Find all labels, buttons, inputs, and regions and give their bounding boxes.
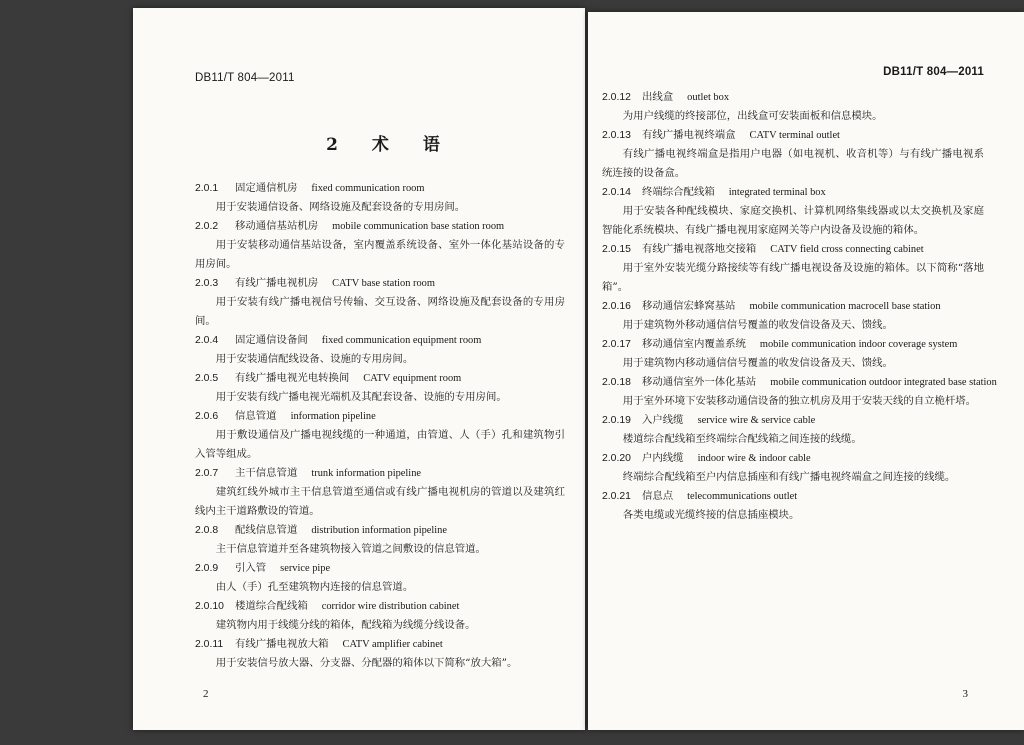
term-chinese: 有线广播电视光电转换间 (235, 372, 350, 384)
term-entry (195, 369, 565, 407)
term-definition: 用于安装有线广播电视信号传输、交互设备、网络设施及配套设备的专用房间。 (195, 296, 565, 327)
term-heading (195, 635, 565, 654)
term-chinese: 楼道综合配线箱 (235, 600, 308, 612)
term-number: 2.0.3 (195, 278, 219, 289)
term-heading (195, 407, 565, 426)
term-chinese: 信息管道 (235, 410, 277, 422)
term-english: service pipe (280, 563, 331, 574)
term-chinese: 引入管 (235, 562, 267, 574)
term-chinese: 移动通信室外一体化基站 (642, 376, 757, 388)
term-definition: 用于室外安装光缆分路接续等有线广播电视设备及设施的箱体。以下简称“落地箱”。 (602, 262, 984, 293)
term-entry (195, 331, 565, 369)
term-heading (602, 240, 984, 259)
term-definition: 各类电缆或光缆终接的信息插座模块。 (622, 509, 800, 521)
term-chinese: 入户线缆 (642, 414, 684, 426)
page-header: DB11/T 804—2011 (883, 66, 984, 78)
term-english: distribution information pipeline (311, 525, 447, 536)
term-entry (602, 411, 984, 449)
page-header: DB11/T 804—2011 (195, 72, 295, 84)
term-definition: 用于室外环境下安装移动通信设备的独立机房及用于安装天线的自立桅杆塔。 (622, 395, 977, 407)
term-number: 2.0.6 (195, 411, 219, 422)
term-english: information pipeline (290, 411, 376, 422)
term-heading (602, 335, 984, 354)
term-number: 2.0.20 (602, 453, 631, 464)
term-english: mobile communication macrocell base station (749, 301, 941, 312)
term-entry (195, 635, 565, 673)
term-number: 2.0.1 (195, 183, 219, 194)
term-entry (195, 559, 565, 597)
term-chinese: 终端综合配线箱 (642, 186, 715, 198)
term-english: CATV amplifier cabinet (342, 639, 443, 650)
term-number: 2.0.13 (602, 130, 631, 141)
term-chinese: 有线广播电视终端盒 (642, 129, 736, 141)
term-definition: 用于安装通信设备、网络设施及配套设备的专用房间。 (215, 201, 466, 213)
term-english: outlet box (687, 92, 730, 103)
term-english: mobile communication indoor coverage system (759, 339, 958, 350)
term-heading (195, 179, 565, 198)
page-number: 3 (962, 688, 968, 700)
term-entry (602, 373, 997, 411)
right-page (588, 12, 1024, 730)
term-english: integrated terminal box (728, 187, 826, 198)
term-number: 2.0.7 (195, 468, 219, 479)
term-definition: 建筑物内用于线缆分线的箱体，配线箱为线缆分线设备。 (215, 619, 476, 631)
term-heading (602, 487, 984, 506)
term-entry (195, 274, 565, 331)
term-definition: 为用户线缆的终接部位，出线盒可安装面板和信息模块。 (622, 110, 883, 122)
term-definition: 楼道综合配线箱至终端综合配线箱之间连接的线缆。 (622, 433, 862, 445)
term-list (602, 88, 997, 525)
term-english: mobile communication outdoor integrated base station (770, 377, 997, 388)
term-entry (195, 464, 565, 521)
term-definition: 用于安装移动通信基站设备，室内覆盖系统设备、室外一体化基站设备的专用房间。 (195, 239, 565, 270)
term-chinese: 户内线缆 (642, 452, 684, 464)
term-number: 2.0.9 (195, 563, 219, 574)
term-chinese: 有线广播电视机房 (235, 277, 319, 289)
term-definition: 有线广播电视终端盒是指用户电器（如电视机、收音机等）与有线广播电视系统连接的设备盒。 (602, 148, 984, 179)
term-english: mobile communication base station room (332, 221, 505, 232)
term-entry (602, 487, 984, 525)
term-heading (602, 126, 984, 145)
term-definition: 终端综合配线箱至户内信息插座和有线广播电视终端盒之间连接的线缆。 (622, 471, 956, 483)
term-entry (602, 335, 984, 373)
left-page (133, 8, 585, 730)
term-definition: 用于建筑物内移动通信信号覆盖的收发信设备及天、馈线。 (622, 357, 893, 369)
term-chinese: 信息点 (642, 490, 674, 502)
term-chinese: 移动通信宏蜂窝基站 (642, 300, 736, 312)
term-list (195, 179, 565, 673)
term-heading (602, 88, 984, 107)
term-entry (602, 240, 984, 297)
term-definition: 用于安装有线广播电视光端机及其配套设备、设施的专用房间。 (215, 391, 507, 403)
term-heading (195, 521, 565, 540)
term-number: 2.0.14 (602, 187, 631, 198)
term-chinese: 有线广播电视落地交接箱 (642, 243, 757, 255)
term-definition: 主干信息管道并至各建筑物接入管道之间敷设的信息管道。 (215, 543, 486, 555)
term-entry (195, 217, 565, 274)
term-definition: 用于安装通信配线设备、设施的专用房间。 (215, 353, 414, 365)
term-english: fixed communication equipment room (321, 335, 482, 346)
term-chinese: 有线广播电视放大箱 (235, 638, 329, 650)
term-entry (195, 597, 565, 635)
term-heading (195, 217, 565, 236)
term-number: 2.0.18 (602, 377, 631, 388)
term-heading (195, 331, 565, 350)
term-heading (195, 559, 565, 578)
term-definition: 建筑红线外城市主干信息管道至通信或有线广播电视机房的管道以及建筑红线内主干道路敷设的管道。 (195, 486, 565, 517)
term-number: 2.0.17 (602, 339, 631, 350)
term-number: 2.0.19 (602, 415, 631, 426)
term-english: CATV equipment room (363, 373, 462, 384)
term-entry (195, 407, 565, 464)
term-number: 2.0.4 (195, 335, 219, 346)
term-entry (602, 183, 984, 240)
term-number: 2.0.15 (602, 244, 631, 255)
term-english: telecommunications outlet (687, 491, 798, 502)
term-heading (602, 411, 984, 430)
term-english: CATV field cross connecting cabinet (770, 244, 924, 255)
term-heading (195, 464, 565, 483)
term-chinese: 移动通信基站机房 (235, 220, 319, 232)
term-heading (195, 369, 565, 388)
term-number: 2.0.21 (602, 491, 631, 502)
term-chinese: 固定通信机房 (235, 182, 298, 194)
term-heading (602, 297, 984, 316)
term-english: service wire & service cable (697, 415, 816, 426)
term-definition: 用于安装信号放大器、分支器、分配器的箱体以下简称“放大箱”。 (215, 657, 518, 669)
term-english: CATV terminal outlet (749, 130, 840, 141)
term-chinese: 出线盒 (642, 91, 674, 103)
term-number: 2.0.8 (195, 525, 219, 536)
page-number: 2 (203, 688, 209, 700)
term-definition: 由人（手）孔至建筑物内连接的信息管道。 (215, 581, 414, 593)
term-number: 2.0.2 (195, 221, 219, 232)
chapter-title: 2 术 语 (326, 135, 454, 155)
term-heading (195, 274, 565, 293)
term-heading (602, 373, 997, 392)
term-entry (195, 179, 565, 217)
term-number: 2.0.10 (195, 601, 224, 612)
term-number: 2.0.11 (195, 639, 224, 650)
term-entry (195, 521, 565, 559)
term-definition: 用于安装各种配线模块、家庭交换机、计算机网络集线器或以太交换机及家庭智能化系统模块、有线广播电视用家庭网关等户内设备及设施的箱体。 (602, 205, 984, 236)
term-number: 2.0.16 (602, 301, 631, 312)
term-entry (602, 88, 984, 126)
term-english: fixed communication room (311, 183, 425, 194)
term-english: CATV base station room (332, 278, 435, 289)
term-definition: 用于建筑物外移动通信信号覆盖的收发信设备及天、馈线。 (622, 319, 893, 331)
term-entry (602, 297, 984, 335)
term-number: 2.0.5 (195, 373, 219, 384)
term-chinese: 移动通信室内覆盖系统 (642, 338, 746, 350)
term-heading (602, 449, 984, 468)
term-heading (602, 183, 984, 202)
term-english: indoor wire & indoor cable (697, 453, 811, 464)
term-heading (195, 597, 565, 616)
term-entry (602, 126, 984, 183)
term-chinese: 配线信息管道 (235, 524, 298, 536)
term-chinese: 固定通信设备间 (235, 334, 308, 346)
term-definition: 用于敷设通信及广播电视线缆的一种通道，由管道、人（手）孔和建筑物引入管等组成。 (195, 429, 565, 460)
term-english: corridor wire distribution cabinet (321, 601, 460, 612)
term-chinese: 主干信息管道 (235, 467, 298, 479)
term-entry (602, 449, 984, 487)
term-number: 2.0.12 (602, 92, 631, 103)
term-english: trunk information pipeline (311, 468, 421, 479)
